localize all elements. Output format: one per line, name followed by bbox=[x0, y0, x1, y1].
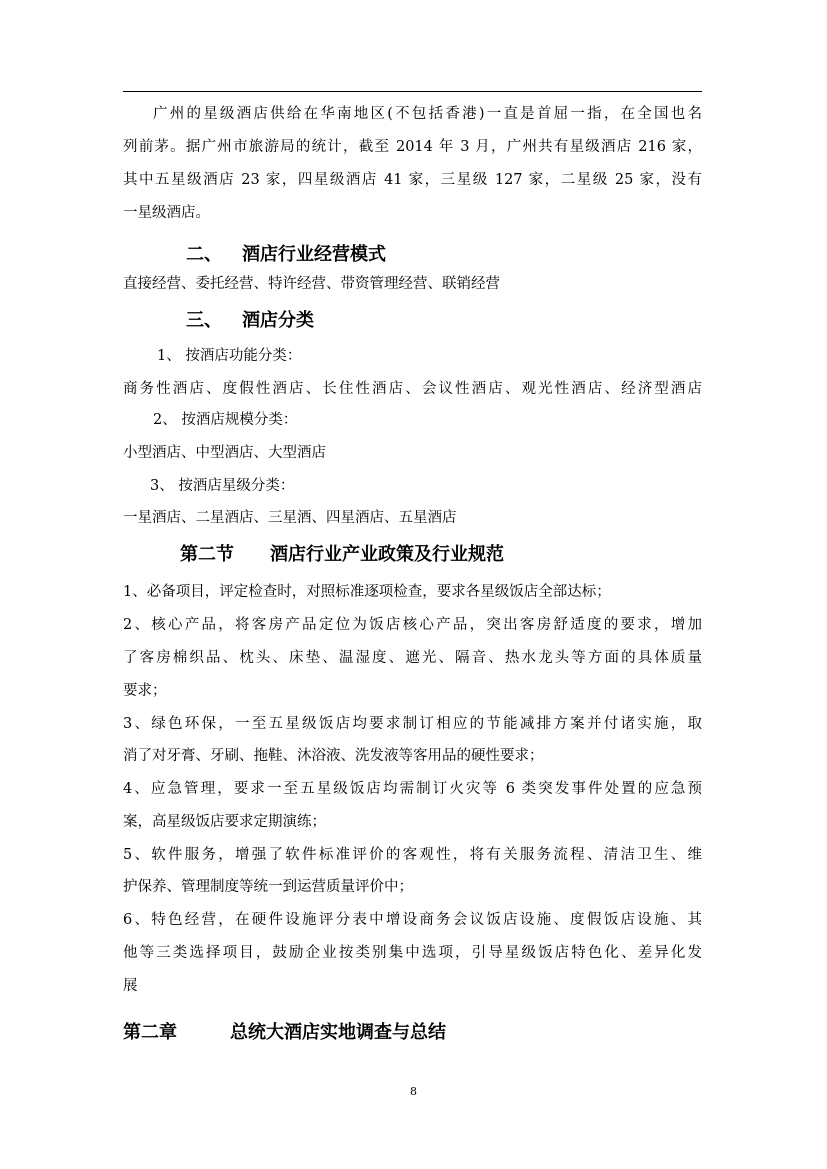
intro-line-3: 其中五星级酒店 23 家，四星级酒店 41 家，三星级 127 家，二星级 25 家，没有 bbox=[123, 172, 702, 188]
section2-number: 二、 bbox=[186, 244, 222, 265]
node2-line-2: 2、核心产品，将客房产品定位为饭店核心产品，突出客房舒适度的要求，增加 bbox=[123, 617, 702, 633]
node2-line-9: 5、软件服务，增强了软件标准评价的客观性，将有关服务流程、清洁卫生、维 bbox=[123, 847, 702, 863]
node2-heading bbox=[180, 543, 504, 567]
intro-line-4: 一星级酒店。 bbox=[123, 205, 210, 221]
intro-line-1: 广州的星级酒店供给在华南地区(不包括香港)一直是首屈一指，在全国也名 bbox=[153, 106, 702, 122]
page-number: 8 bbox=[410, 1085, 417, 1098]
section3-item1-text: 商务性酒店、度假性酒店、长住性酒店、会议性酒店、观光性酒店、经济型酒店 bbox=[123, 381, 702, 397]
chapter2-title: 总统大酒店实地调查与总结 bbox=[230, 1022, 446, 1043]
node2-title: 酒店行业产业政策及行业规范 bbox=[270, 544, 504, 565]
node2-line-12: 他等三类选择项目，鼓励企业按类别集中选项，引导星级饭店特色化、差异化发 bbox=[123, 945, 702, 961]
section3-heading bbox=[186, 309, 314, 333]
node2-line-6: 消了对牙膏、牙刷、拖鞋、沐浴液、洗发液等客用品的硬性要求； bbox=[123, 748, 544, 764]
section3-item1-label: 1、 按酒店功能分类： bbox=[157, 348, 302, 364]
node2-line-13: 展 bbox=[123, 978, 138, 994]
node2-line-7: 4、应急管理，要求一至五星级饭店均需制订火灾等 6 类突发事件处置的应急预 bbox=[123, 781, 702, 797]
section3-item3-text: 一星酒店、二星酒店、三星酒、四星酒店、五星酒店 bbox=[123, 510, 457, 526]
section3-number: 三、 bbox=[186, 310, 222, 331]
chapter2-heading bbox=[123, 1021, 446, 1045]
node2-line-3: 了客房棉织品、枕头、床垫、温湿度、遮光、隔音、热水龙头等方面的具体质量 bbox=[123, 650, 702, 666]
section2-heading bbox=[186, 243, 386, 267]
node2-line-10: 护保养、管理制度等统一到运营质量评价中； bbox=[123, 879, 413, 895]
section3-item3-label: 3、 按酒店星级分类： bbox=[150, 478, 295, 494]
section3-title: 酒店分类 bbox=[242, 310, 314, 331]
node2-line-5: 3、绿色环保，一至五星级饭店均要求制订相应的节能减排方案并付诸实施，取 bbox=[123, 716, 702, 732]
node2-number: 第二节 bbox=[180, 544, 234, 565]
section2-text: 直接经营、委托经营、特许经营、带资管理经营、联销经营 bbox=[123, 276, 500, 292]
node2-line-8: 案，高星级饭店要求定期演练； bbox=[123, 814, 326, 830]
intro-line-2: 列前茅。据广州市旅游局的统计，截至 2014 年 3 月，广州共有星级酒店 216 家， bbox=[123, 139, 702, 155]
node2-line-4: 要求； bbox=[123, 683, 167, 699]
node2-line-11: 6、特色经营，在硬件设施评分表中增设商务会议饭店设施、度假饭店设施、其 bbox=[123, 912, 702, 928]
header-rule bbox=[123, 91, 702, 92]
section2-title: 酒店行业经营模式 bbox=[242, 244, 386, 265]
section3-item2-label: 2、 按酒店规模分类： bbox=[153, 412, 298, 428]
section3-item2-text: 小型酒店、中型酒店、大型酒店 bbox=[123, 445, 326, 461]
node2-line-1: 1、必备项目，评定检查时，对照标准逐项检查，要求各星级饭店全部达标； bbox=[123, 584, 611, 600]
chapter2-number: 第二章 bbox=[123, 1022, 177, 1043]
